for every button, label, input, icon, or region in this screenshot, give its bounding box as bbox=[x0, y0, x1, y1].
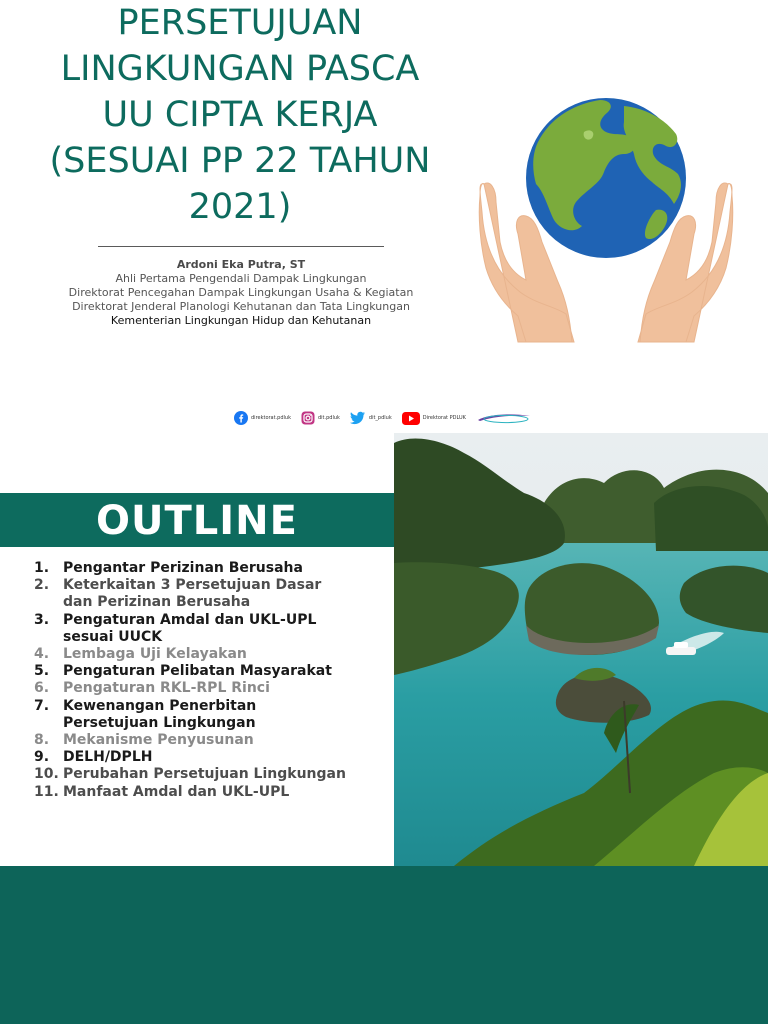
outline-item-line: Kewenangan Penerbitan bbox=[63, 697, 257, 714]
outline-item-text bbox=[63, 698, 384, 732]
outline-item-line: Pengantar Perizinan Berusaha bbox=[63, 560, 303, 576]
outline-item-number: 4. bbox=[34, 646, 50, 663]
outline-item-number: 6. bbox=[34, 680, 50, 697]
outline-list bbox=[34, 560, 384, 801]
title-line: 2021) bbox=[188, 187, 292, 227]
island-landscape-photo bbox=[394, 433, 768, 866]
outline-item-line: Manfaat Amdal dan UKL-UPL bbox=[63, 783, 290, 800]
outline-item bbox=[34, 766, 384, 783]
outline-item-number: 9. bbox=[34, 749, 50, 766]
social-facebook[interactable] bbox=[234, 411, 291, 425]
author-name: Ardoni Eka Putra, ST bbox=[176, 258, 306, 271]
twitter-handle: dit_pdluk bbox=[368, 415, 392, 421]
outline-item bbox=[34, 698, 384, 732]
outline-item-line: dan Perizinan Berusaha bbox=[63, 594, 251, 611]
amdalnet-logo[interactable] bbox=[476, 412, 532, 424]
outline-item-text bbox=[63, 749, 384, 766]
outline-item bbox=[34, 784, 384, 801]
outline-item-line: DELH/DPLH bbox=[63, 749, 153, 766]
outline-item-number: 7. bbox=[34, 697, 50, 714]
footer-band bbox=[0, 866, 768, 1024]
outline-item-line: Lembaga Uji Kelayakan bbox=[63, 646, 247, 663]
outline-item-text bbox=[63, 784, 384, 801]
outline-item-line: Persetujuan Lingkungan bbox=[63, 714, 256, 731]
outline-item bbox=[34, 749, 384, 766]
outline-item-text bbox=[63, 680, 384, 697]
author-directorate: Direktorat Pencegahan Dampak Lingkungan Usaha & Kegiatan bbox=[68, 286, 414, 299]
outline-item bbox=[34, 732, 384, 749]
youtube-icon bbox=[402, 412, 420, 425]
outline-item-text bbox=[63, 560, 384, 577]
outline-item-number: 5. bbox=[34, 663, 50, 680]
author-role: Ahli Pertama Pengendali Dampak Lingkungan bbox=[115, 272, 367, 285]
outline-item bbox=[34, 663, 384, 680]
outline-item-number: 10. bbox=[34, 766, 59, 783]
outline-item-number: 8. bbox=[34, 732, 50, 749]
outline-item-line: Pengaturan Pelibatan Masyarakat bbox=[63, 663, 332, 680]
social-instagram[interactable] bbox=[301, 411, 340, 425]
outline-item-text bbox=[63, 766, 384, 783]
title-line: LINGKUNGAN PASCA bbox=[60, 49, 420, 89]
title-line: UU CIPTA KERJA bbox=[102, 95, 378, 135]
author-block bbox=[40, 258, 442, 328]
outline-item bbox=[34, 612, 384, 646]
outline-item-text bbox=[63, 577, 384, 611]
outline-item-line: Keterkaitan 3 Persetujuan Dasar bbox=[63, 577, 322, 594]
facebook-icon bbox=[234, 411, 248, 425]
outline-item bbox=[34, 646, 384, 663]
outline-item-text bbox=[63, 612, 384, 646]
title-divider bbox=[98, 246, 384, 247]
outline-item-text bbox=[63, 646, 384, 663]
outline-item-number: 11. bbox=[34, 783, 59, 800]
outline-item-line: sesuai UUCK bbox=[63, 628, 163, 645]
youtube-handle: Direktorat PDLUK bbox=[422, 415, 466, 421]
outline-item-number: 1. bbox=[34, 560, 50, 576]
outline-item bbox=[34, 560, 384, 577]
facebook-handle: direktorat.pdluk bbox=[251, 415, 291, 421]
slide-title bbox=[20, 0, 460, 230]
title-line: (SESUAI PP 22 TAHUN bbox=[49, 141, 431, 181]
instagram-icon bbox=[301, 411, 315, 425]
outline-item bbox=[34, 680, 384, 697]
outline-item-text bbox=[63, 732, 384, 749]
outline-item-line: Pengaturan RKL-RPL Rinci bbox=[63, 680, 270, 697]
author-ministry: Kementerian Lingkungan Hidup dan Kehutanan bbox=[110, 314, 372, 327]
social-media-strip bbox=[234, 408, 532, 428]
outline-item-line: Mekanisme Penyusunan bbox=[63, 732, 254, 749]
outline-item-line: Perubahan Persetujuan Lingkungan bbox=[63, 766, 346, 783]
outline-item-text bbox=[63, 663, 384, 680]
outline-item-line: Pengaturan Amdal dan UKL-UPL bbox=[63, 611, 317, 628]
social-youtube[interactable] bbox=[402, 412, 466, 425]
instagram-handle: dit.pdluk bbox=[317, 415, 340, 421]
social-twitter[interactable] bbox=[350, 411, 392, 425]
outline-item-number: 3. bbox=[34, 611, 50, 628]
outline-item-number: 2. bbox=[34, 577, 50, 594]
outline-heading: OUTLINE bbox=[0, 493, 394, 547]
twitter-icon bbox=[350, 411, 366, 425]
author-dg: Direktorat Jenderal Planologi Kehutanan dan Tata Lingkungan bbox=[72, 300, 410, 313]
outline-item bbox=[34, 577, 384, 611]
globe-in-hands-illustration bbox=[474, 92, 738, 344]
title-line: PERSETUJUAN bbox=[117, 3, 363, 43]
